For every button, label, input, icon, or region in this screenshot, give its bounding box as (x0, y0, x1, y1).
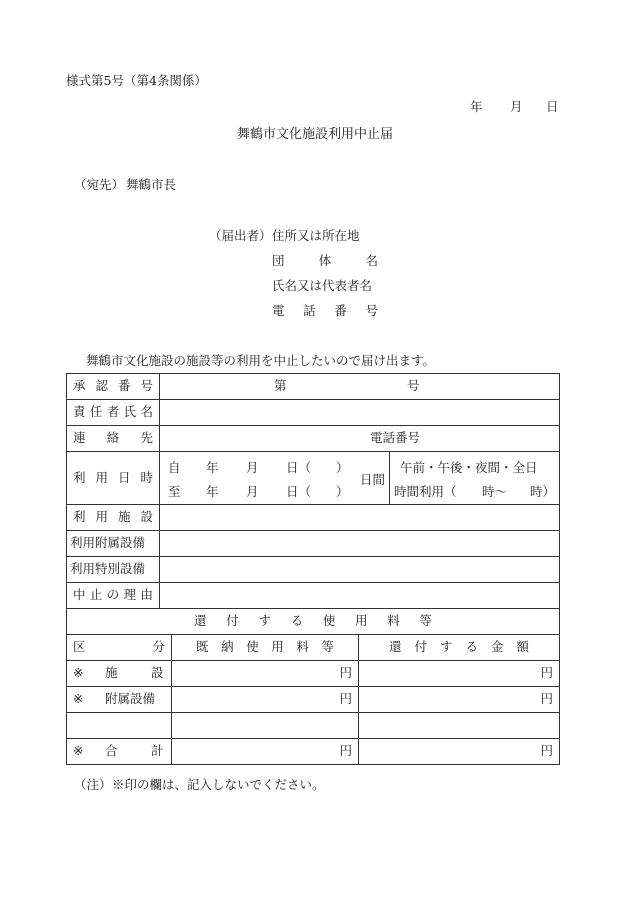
page-title: 舞鶴市文化施設利用中止届 (237, 127, 394, 142)
addressee-label: （宛先） (74, 177, 125, 192)
special-equipment-field[interactable] (160, 557, 560, 583)
fee-paid-attached[interactable]: 円 (172, 687, 359, 713)
fee-refund-total[interactable]: 円 (359, 739, 560, 765)
applicant-group-label: 団 体 名 (272, 253, 378, 268)
facility-field[interactable] (160, 505, 560, 531)
row-fee-blank (67, 713, 560, 739)
col-header-category: 区 分 (67, 635, 172, 661)
label-special-equipment: 利用特別設備 (67, 557, 160, 583)
label-responsible: 責 任 者 氏 名 (67, 400, 160, 426)
applicant-name-label: 氏名又は代表者名 (272, 278, 373, 293)
applicant-address-label: 住所又は所在地 (272, 228, 360, 243)
approval-number-field[interactable]: 第 号 (160, 374, 560, 400)
date-day: 日 (546, 99, 559, 114)
row-approval-number (67, 374, 560, 400)
attached-equipment-field[interactable] (160, 531, 560, 557)
usage-datetime-field[interactable]: 自 年 月 日（ ） 至 年 月 日（ ） 日間 午前・午後・夜間・全日 時間利用（ 時～ 時） (160, 452, 560, 505)
fee-label-attached: ※ 附属設備 (67, 687, 172, 713)
col-header-paid: 既 納 使 用 料 等 (172, 635, 359, 661)
form-table (66, 373, 560, 765)
applicant-label: （届出者） (209, 228, 272, 243)
fee-paid-blank[interactable] (172, 713, 359, 739)
form-id: 様式第5号（第4条関係） (66, 73, 207, 88)
fee-label-total: ※ 合 計 (67, 739, 172, 765)
applicant-phone-label: 電 話 番 号 (272, 303, 378, 318)
statement: 舞鶴市文化施設の施設等の利用を中止したいので届け出ます。 (86, 353, 436, 368)
fee-refund-attached[interactable]: 円 (359, 687, 560, 713)
col-header-refund: 還 付 す る 金 額 (359, 635, 560, 661)
responsible-field[interactable] (160, 400, 560, 426)
reason-field[interactable] (160, 583, 560, 609)
date-month: 月 (510, 99, 523, 114)
row-special-equipment (67, 557, 560, 583)
note-label: （注） (74, 777, 112, 792)
refund-section-header: 還 付 す る 使 用 料 等 (67, 609, 560, 635)
row-facility (67, 505, 560, 531)
row-fee-facility (67, 661, 560, 687)
note-text: ※印の欄は、記入しないでください。 (112, 777, 325, 792)
row-fee-total (67, 739, 560, 765)
row-attached-equipment (67, 531, 560, 557)
fee-label-facility: ※ 施 設 (67, 661, 172, 687)
fee-label-blank (67, 713, 172, 739)
fee-paid-facility[interactable]: 円 (172, 661, 359, 687)
label-usage-datetime: 利 用 日 時 (67, 452, 160, 505)
row-reason (67, 583, 560, 609)
row-contact (67, 426, 560, 452)
phone-number-label: 電話番号 (370, 430, 421, 445)
label-reason: 中 止 の 理 由 (67, 583, 160, 609)
fee-paid-total[interactable]: 円 (172, 739, 359, 765)
row-usage-datetime (67, 452, 560, 505)
fee-refund-blank[interactable] (359, 713, 560, 739)
row-fee-attached (67, 687, 560, 713)
addressee-name: 舞鶴市長 (126, 177, 177, 192)
label-facility: 利 用 施 設 (67, 505, 160, 531)
label-attached-equipment: 利用附属設備 (67, 531, 160, 557)
fee-refund-facility[interactable]: 円 (359, 661, 560, 687)
label-contact: 連 絡 先 (67, 426, 160, 452)
row-refund-header (67, 609, 560, 635)
date-year: 年 (470, 99, 483, 114)
contact-field[interactable] (160, 426, 560, 452)
row-responsible (67, 400, 560, 426)
row-col-headers (67, 635, 560, 661)
label-approval-number: 承 認 番 号 (67, 374, 160, 400)
